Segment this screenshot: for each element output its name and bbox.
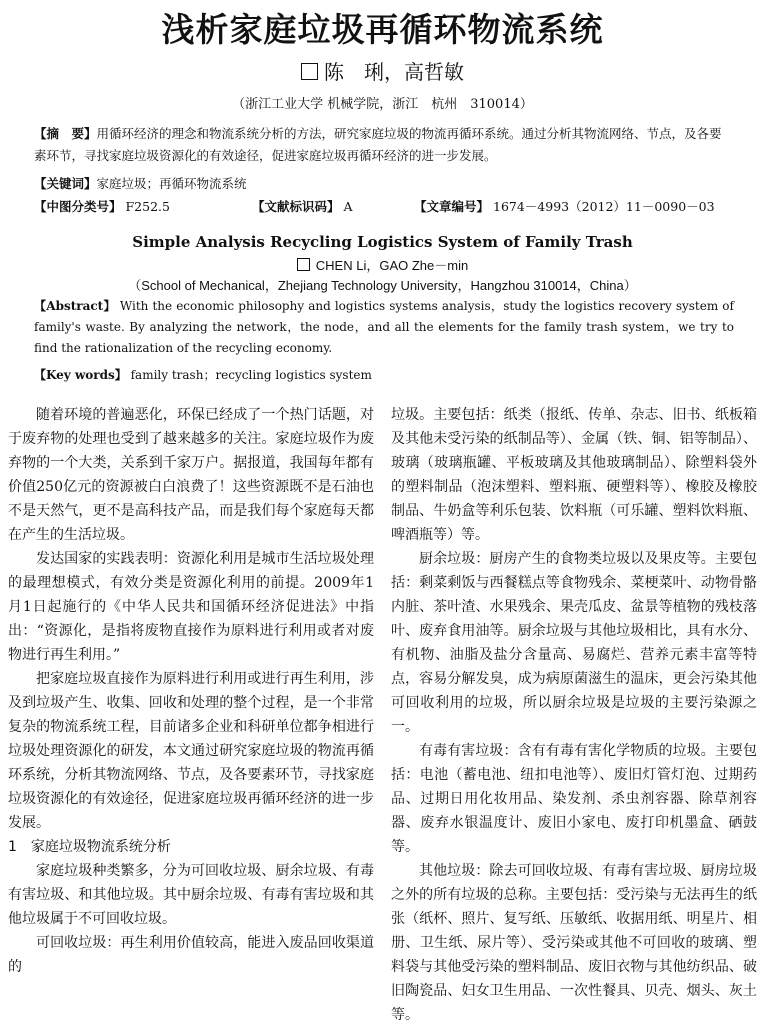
abstract-cn	[34, 123, 734, 167]
clc-label: 【中图分类号】	[34, 199, 122, 214]
keywords-en-label: 【Key words】	[34, 368, 127, 382]
author-box-mark	[301, 63, 318, 80]
paragraph: 厨余垃圾：厨房产生的食物类垃圾以及果皮等。主要包括：剩菜剩饭与西餐糕点等食物残余、菜梗菜叶、动物骨骼内脏、茶叶渣、水果残余、果壳瓜皮、盆景等植物的残枝落叶、废弃食用油等。厨余垃圾与其他垃圾相比，具有水分、有机物、油脂及盐分含量高、易腐烂、营养元素丰富等特点，容易分解发臭，成为病原菌滋生的温床，更会污染其他可回收利用的垃圾，所以厨余垃圾是垃圾的主要污染源之一。	[391, 551, 757, 735]
abstract-en-label: 【Abstract】	[34, 299, 116, 313]
paper-title: 浅析家庭垃圾再循环物流系统	[161, 10, 604, 49]
english-title: Simple Analysis Recycling Logistics System of Family Trash	[132, 233, 633, 251]
abstract-en-text: With the economic philosophy and logistics systems analysis，study the logistics recovery system of family's waste. By analyzing the network，the node，and all the elements for the family trash system，we try to find the rationalization of the recycling economy.	[34, 299, 734, 355]
abstract-cn-label: 【摘 要】	[34, 126, 97, 141]
author-names: 陈 琍，高哲敏	[324, 60, 464, 84]
clc-value: F252.5	[125, 199, 170, 214]
section-heading: 1 家庭垃圾物流系统分析	[8, 839, 171, 855]
english-authors	[0, 255, 765, 274]
paragraph: 把家庭垃圾直接作为原料进行利用或进行再生利用，涉及到垃圾产生、收集、回收和处理的整个过程，是一个非常复杂的物流系统工程，目前诸多企业和科研单位都争相进行垃圾处理资源化的研发，本文通过研究家庭垃圾的物流再循环系统，分析其物流网络、节点，及各要素环节，寻找家庭垃圾资源化的有效途径，促进家庭垃圾再循环经济的进一步发展。	[8, 671, 374, 831]
english-author-box-mark	[297, 258, 310, 271]
keywords-cn	[34, 173, 734, 195]
paragraph: 随着环境的普遍恶化，环保已经成了一个热门话题，对于废弃物的处理也受到了越来越多的关注。家庭垃圾作为废弃物的一个大类，关系到千家万户。据报道，我国每年都有价值250亿元的资源被白白浪费了！这些资源既不是石油也不是天然气，更不是高科技产品，而是我们每个家庭每天都在产生的生活垃圾。	[8, 407, 374, 543]
paragraph: 垃圾。主要包括：纸类（报纸、传单、杂志、旧书、纸板箱及其他未受污染的纸制品等）、金属（铁、铜、铝等制品）、玻璃（玻璃瓶罐、平板玻璃及其他玻璃制品）、除塑料袋外的塑料制品（泡沫塑料、塑料瓶、硬塑料等）、橡胶及橡胶制品、牛奶盒等利乐包装、饮料瓶（可乐罐、塑料饮料瓶、啤酒瓶等）等。	[391, 407, 757, 543]
article-number-label: 【文章编号】	[414, 199, 490, 214]
body-right-column	[391, 403, 757, 1027]
paragraph: 发达国家的实践表明：资源化利用是城市生活垃圾处理的最理想模式，有效分类是资源化利用的前提。2009年1月1日起施行的《中华人民共和国循环经济促进法》中指出：“资源化，是指将废物直接作为原料进行利用或者对废物进行再生利用。”	[8, 551, 374, 663]
body-left-column	[8, 403, 374, 979]
keywords-cn-label: 【关键词】	[34, 176, 97, 191]
authors	[0, 56, 765, 85]
english-author-names: CHEN Li，GAO Zhe－min	[315, 258, 469, 273]
keywords-en-text: family trash；recycling logistics system	[130, 368, 372, 382]
keywords-cn-text: 家庭垃圾；再循环物流系统	[96, 176, 247, 191]
abstract-cn-text: 用循环经济的理念和物流系统分析的方法，研究家庭垃圾的物流再循环系统。通过分析其物流网络、节点，及各要素环节，寻找家庭垃圾资源化的有效途径，促进家庭垃圾再循环经济的进一步发展。	[34, 126, 722, 163]
paragraph: 其他垃圾：除去可回收垃圾、有毒有害垃圾、厨房垃圾之外的所有垃圾的总称。主要包括：受污染与无法再生的纸张（纸杯、照片、复写纸、压敏纸、收据用纸、明星片、相册、卫生纸、尿片等）、受污染或其他不可回收的玻璃、塑料袋与其他受污染的塑料制品、废旧衣物与其他纺织品、破旧陶瓷品、妇女卫生用品、一次性餐具、贝壳、烟头、灰土等。	[391, 863, 757, 1023]
english-affiliation: （School of Mechanical，Zhejiang Technology University，Hangzhou 310014，China）	[128, 278, 637, 293]
paragraph: 可回收垃圾：再生利用价值较高，能进入废品回收渠道的	[8, 935, 374, 975]
doc-code-value: A	[343, 199, 353, 214]
paragraph: 家庭垃圾种类繁多，分为可回收垃圾、厨余垃圾、有毒有害垃圾、和其他垃圾。其中厨余垃圾、有毒有害垃圾和其他垃圾属于不可回收垃圾。	[8, 863, 374, 927]
article-number-value: 1674－4993（2012）11－0090－03	[493, 199, 715, 214]
abstract-en	[34, 296, 734, 359]
keywords-en	[34, 366, 734, 383]
doc-code-label: 【文献标识码】	[252, 199, 340, 214]
paragraph: 有毒有害垃圾：含有有毒有害化学物质的垃圾。主要包括：电池（蓄电池、纽扣电池等）、废旧灯管灯泡、过期药品、过期日用化妆用品、染发剂、杀虫剂容器、除草剂容器、废弃水银温度计、废旧小家电、废打印机墨盒、硒鼓等。	[391, 743, 757, 855]
affiliation: （浙江工业大学 机械学院，浙江 杭州 310014）	[232, 97, 533, 112]
